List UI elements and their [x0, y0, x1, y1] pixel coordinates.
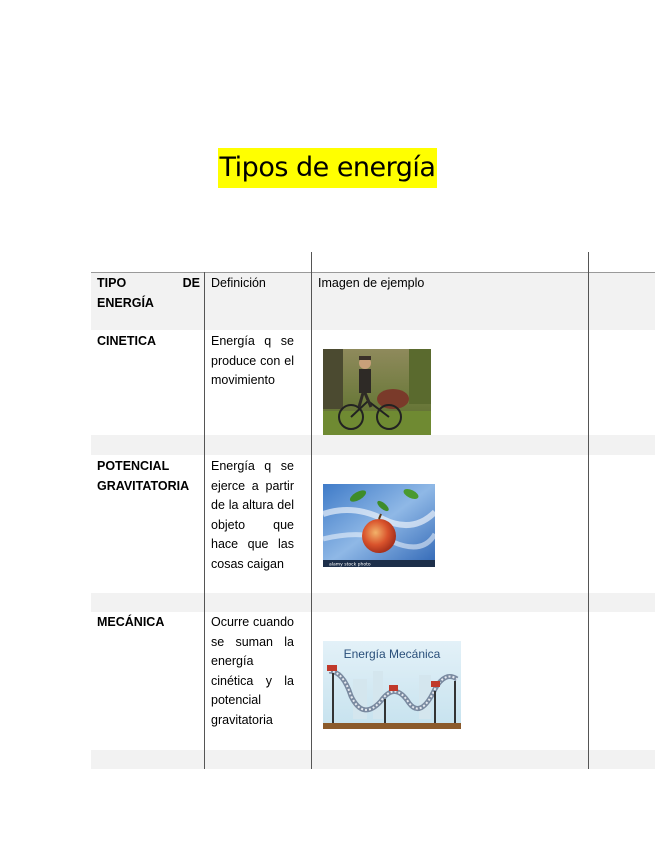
image-caption: Energía Mecánica: [343, 647, 441, 661]
image-watermark: alamy stock photo: [329, 562, 371, 567]
spacer-row-band-1: [91, 435, 655, 455]
column-divider-3: [588, 252, 589, 769]
cyclist-photo: [323, 349, 431, 435]
roller-coaster-illustration: [323, 641, 461, 729]
row-definicion-cinetica: Energía q se produce con el movimiento: [211, 334, 294, 388]
falling-apple-photo: [323, 484, 435, 567]
column-divider-1: [204, 272, 205, 769]
row-tipo-cinetica: CINETICA: [97, 334, 157, 348]
header-tipo: TIPO DE ENERGÍA: [97, 276, 200, 310]
row-definicion-potencial: Energía q se ejerce a partir de la altura del objeto que hace que las cosas caigan: [211, 459, 294, 571]
column-divider-2: [311, 252, 312, 769]
table-top-border: [91, 272, 655, 273]
row-tipo-mecanica: MECÁNICA: [97, 615, 165, 629]
row-tipo-potencial: POTENCIAL GRAVITATORIA: [97, 459, 190, 493]
spacer-row-band-3: [91, 750, 655, 769]
spacer-row-band-2: [91, 593, 655, 612]
header-imagen: Imagen de ejemplo: [318, 276, 425, 290]
page-title: Tipos de energía: [218, 148, 438, 188]
row-definicion-mecanica: Ocurre cuando se suman la energía cinética y la potencial gravitatoria: [211, 615, 294, 727]
title-container: [0, 148, 655, 188]
header-definicion: Definición: [211, 276, 266, 290]
